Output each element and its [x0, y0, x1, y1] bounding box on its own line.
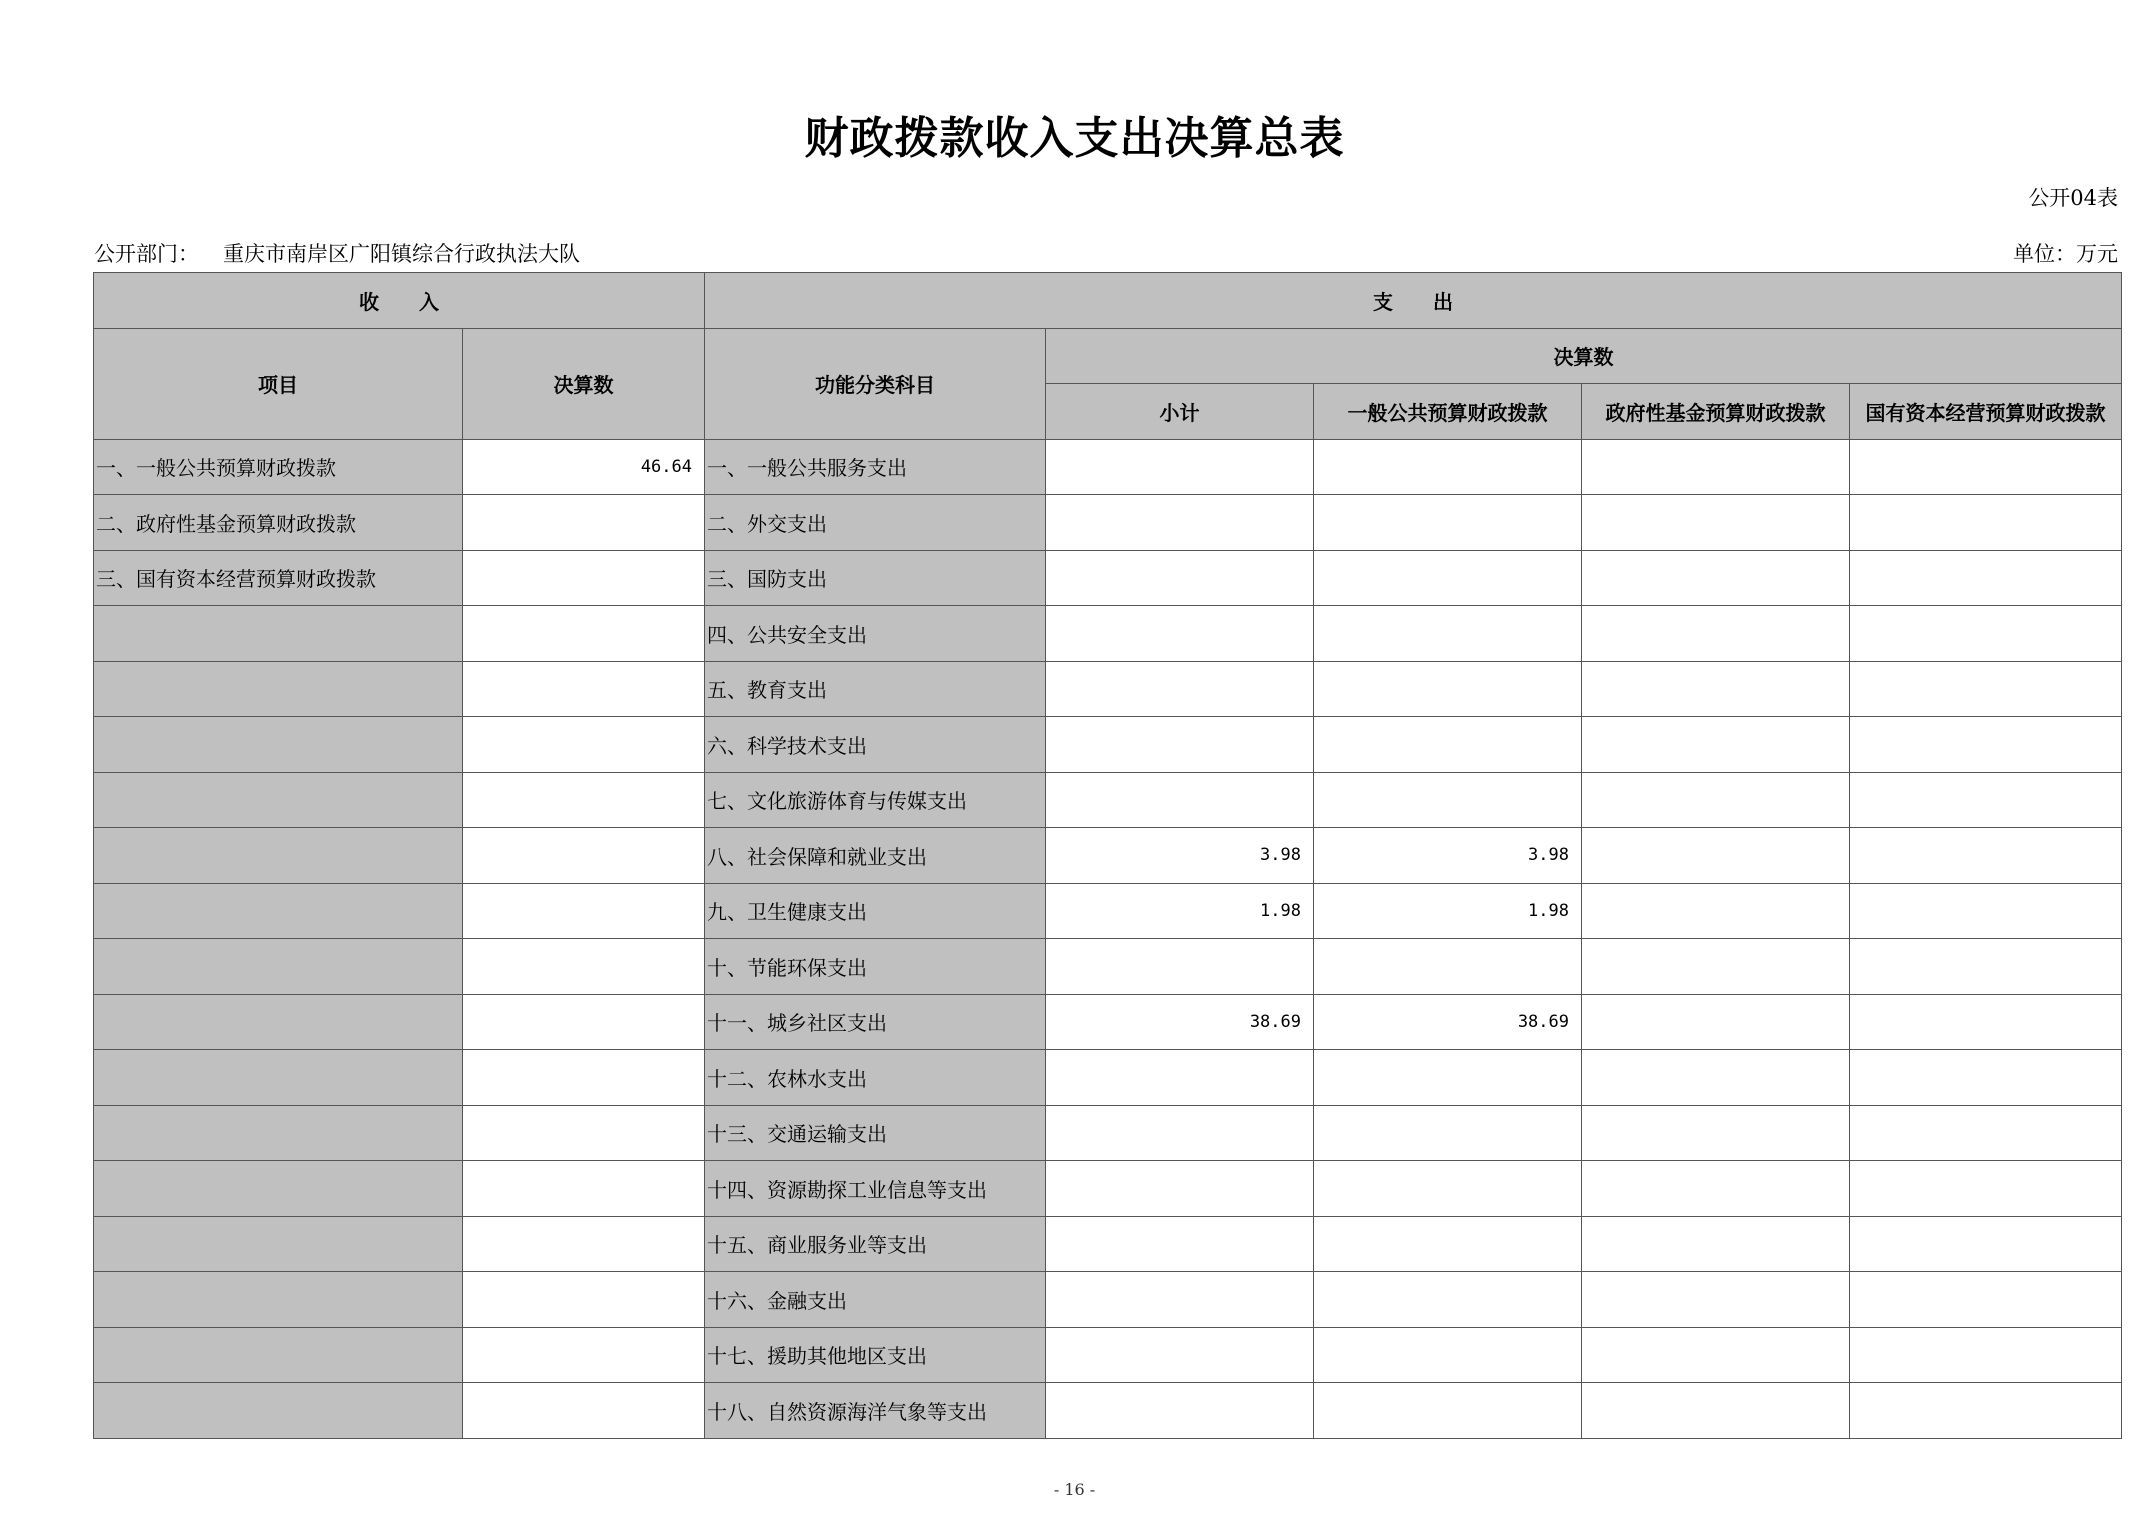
income-item-cell: [94, 1105, 463, 1161]
table-row: [94, 606, 2122, 662]
function-category-cell: 十七、援助其他地区支出: [705, 1327, 1046, 1383]
income-item-cell: [94, 939, 463, 995]
state-capital-cell: [1850, 717, 2122, 773]
department-name: 重庆市南岸区广阳镇综合行政执法大队: [223, 242, 580, 266]
subtotal-cell: [1046, 661, 1314, 717]
income-header: 收 入: [94, 273, 705, 329]
general-budget-cell: [1314, 1161, 1582, 1217]
subtotal-cell: [1046, 439, 1314, 495]
income-item-cell: [94, 883, 463, 939]
table-row: [94, 828, 2122, 884]
income-item-cell: [94, 1161, 463, 1217]
state-capital-cell: [1850, 661, 2122, 717]
general-budget-cell: 3.98: [1314, 828, 1582, 884]
income-amount-cell: [463, 1383, 705, 1439]
final-amount-header: 决算数: [1046, 328, 2122, 384]
state-capital-cell: [1850, 939, 2122, 995]
general-budget-cell: [1314, 439, 1582, 495]
state-capital-cell: [1850, 1161, 2122, 1217]
state-capital-cell: [1850, 828, 2122, 884]
income-amount-cell: [463, 495, 705, 551]
function-category-cell: 十八、自然资源海洋气象等支出: [705, 1383, 1046, 1439]
general-budget-cell: [1314, 495, 1582, 551]
table-row: [94, 994, 2122, 1050]
function-category-cell: 二、外交支出: [705, 495, 1046, 551]
gov-fund-header: 政府性基金预算财政拨款: [1582, 384, 1850, 440]
income-amount-cell: [463, 1216, 705, 1272]
income-amount-cell: [463, 994, 705, 1050]
state-capital-cell: [1850, 1050, 2122, 1106]
function-category-cell: 六、科学技术支出: [705, 717, 1046, 773]
header-row-top: [94, 273, 2122, 329]
subtotal-cell: [1046, 1105, 1314, 1161]
general-budget-cell: [1314, 1050, 1582, 1106]
table-row: [94, 939, 2122, 995]
income-amount-cell: [463, 661, 705, 717]
gov-fund-cell: [1582, 1327, 1850, 1383]
table-row: [94, 1383, 2122, 1439]
gov-fund-cell: [1582, 1161, 1850, 1217]
general-budget-cell: [1314, 661, 1582, 717]
subtotal-cell: [1046, 1272, 1314, 1328]
state-capital-cell: [1850, 772, 2122, 828]
table-body: [94, 439, 2122, 1438]
page-title: 财政拨款收入支出决算总表: [804, 113, 1345, 164]
function-category-cell: 十四、资源勘探工业信息等支出: [705, 1161, 1046, 1217]
subtotal-cell: 1.98: [1046, 883, 1314, 939]
general-budget-cell: [1314, 1327, 1582, 1383]
table-row: [94, 1216, 2122, 1272]
general-budget-cell: [1314, 550, 1582, 606]
gov-fund-cell: [1582, 1216, 1850, 1272]
state-capital-cell: [1850, 1383, 2122, 1439]
header-row-mid: [94, 328, 2122, 384]
income-amount-cell: [463, 606, 705, 662]
general-budget-header: 一般公共预算财政拨款: [1314, 384, 1582, 440]
function-category-cell: 八、社会保障和就业支出: [705, 828, 1046, 884]
function-category-cell: 五、教育支出: [705, 661, 1046, 717]
gov-fund-cell: [1582, 772, 1850, 828]
income-amount-cell: [463, 1105, 705, 1161]
state-capital-cell: [1850, 994, 2122, 1050]
gov-fund-cell: [1582, 1050, 1850, 1106]
amount-header: 决算数: [463, 328, 705, 439]
gov-fund-cell: [1582, 495, 1850, 551]
income-amount-cell: [463, 1161, 705, 1217]
income-item-cell: [94, 828, 463, 884]
general-budget-cell: [1314, 1216, 1582, 1272]
gov-fund-cell: [1582, 717, 1850, 773]
income-amount-cell: [463, 1272, 705, 1328]
subtotal-cell: [1046, 772, 1314, 828]
income-item-cell: 一、一般公共预算财政拨款: [94, 439, 463, 495]
subtotal-cell: 3.98: [1046, 828, 1314, 884]
function-category-cell: 三、国防支出: [705, 550, 1046, 606]
table-row: [94, 772, 2122, 828]
subtotal-cell: [1046, 717, 1314, 773]
form-number: 公开04表: [2028, 186, 2118, 210]
gov-fund-cell: [1582, 1105, 1850, 1161]
income-item-cell: [94, 1216, 463, 1272]
income-item-cell: [94, 606, 463, 662]
subtotal-cell: [1046, 1327, 1314, 1383]
income-item-cell: 三、国有资本经营预算财政拨款: [94, 550, 463, 606]
table-row: [94, 1105, 2122, 1161]
gov-fund-cell: [1582, 883, 1850, 939]
table-row: [94, 1272, 2122, 1328]
subtotal-cell: [1046, 1383, 1314, 1439]
gov-fund-cell: [1582, 939, 1850, 995]
income-amount-cell: [463, 1050, 705, 1106]
table-row: [94, 1050, 2122, 1106]
state-capital-cell: [1850, 1327, 2122, 1383]
budget-table: [93, 272, 2122, 1439]
table-row: [94, 439, 2122, 495]
income-item-cell: [94, 1272, 463, 1328]
income-item-cell: [94, 1383, 463, 1439]
table-row: [94, 495, 2122, 551]
subtotal-cell: [1046, 1161, 1314, 1217]
income-item-cell: [94, 772, 463, 828]
table-row: [94, 717, 2122, 773]
income-amount-cell: [463, 1327, 705, 1383]
general-budget-cell: [1314, 606, 1582, 662]
income-item-cell: [94, 994, 463, 1050]
income-amount-cell: [463, 939, 705, 995]
function-category-cell: 一、一般公共服务支出: [705, 439, 1046, 495]
department-label: 公开部门：: [94, 242, 199, 266]
table-row: [94, 661, 2122, 717]
state-capital-cell: [1850, 1105, 2122, 1161]
income-item-cell: [94, 1050, 463, 1106]
table-row: [94, 550, 2122, 606]
income-amount-cell: [463, 772, 705, 828]
gov-fund-cell: [1582, 828, 1850, 884]
general-budget-cell: [1314, 772, 1582, 828]
income-amount-cell: [463, 550, 705, 606]
function-category-cell: 十一、城乡社区支出: [705, 994, 1046, 1050]
page-number: - 16 -: [1053, 1480, 1096, 1499]
income-item-cell: [94, 1327, 463, 1383]
gov-fund-cell: [1582, 606, 1850, 662]
state-capital-cell: [1850, 550, 2122, 606]
income-amount-cell: [463, 883, 705, 939]
function-category-cell: 十、节能环保支出: [705, 939, 1046, 995]
subtotal-cell: [1046, 939, 1314, 995]
table-row: [94, 1327, 2122, 1383]
unit-label: 单位：万元: [2013, 242, 2118, 266]
gov-fund-cell: [1582, 439, 1850, 495]
func-header: 功能分类科目: [705, 328, 1046, 439]
function-category-cell: 十二、农林水支出: [705, 1050, 1046, 1106]
income-item-cell: [94, 717, 463, 773]
function-category-cell: 七、文化旅游体育与传媒支出: [705, 772, 1046, 828]
subtotal-cell: [1046, 550, 1314, 606]
department-line: [94, 238, 580, 268]
function-category-cell: 十五、商业服务业等支出: [705, 1216, 1046, 1272]
function-category-cell: 九、卫生健康支出: [705, 883, 1046, 939]
income-item-cell: [94, 661, 463, 717]
state-capital-header: 国有资本经营预算财政拨款: [1850, 384, 2122, 440]
general-budget-cell: [1314, 1105, 1582, 1161]
function-category-cell: 四、公共安全支出: [705, 606, 1046, 662]
general-budget-cell: [1314, 939, 1582, 995]
state-capital-cell: [1850, 1216, 2122, 1272]
income-amount-cell: [463, 828, 705, 884]
gov-fund-cell: [1582, 994, 1850, 1050]
gov-fund-cell: [1582, 550, 1850, 606]
state-capital-cell: [1850, 439, 2122, 495]
state-capital-cell: [1850, 883, 2122, 939]
gov-fund-cell: [1582, 1383, 1850, 1439]
income-amount-cell: 46.64: [463, 439, 705, 495]
general-budget-cell: 1.98: [1314, 883, 1582, 939]
subtotal-cell: [1046, 606, 1314, 662]
subtotal-header: 小计: [1046, 384, 1314, 440]
income-item-cell: 二、政府性基金预算财政拨款: [94, 495, 463, 551]
expense-header: 支 出: [705, 273, 2122, 329]
table-row: [94, 883, 2122, 939]
subtotal-cell: 38.69: [1046, 994, 1314, 1050]
general-budget-cell: [1314, 1272, 1582, 1328]
function-category-cell: 十六、金融支出: [705, 1272, 1046, 1328]
state-capital-cell: [1850, 606, 2122, 662]
income-amount-cell: [463, 717, 705, 773]
general-budget-cell: [1314, 717, 1582, 773]
gov-fund-cell: [1582, 1272, 1850, 1328]
state-capital-cell: [1850, 1272, 2122, 1328]
general-budget-cell: 38.69: [1314, 994, 1582, 1050]
general-budget-cell: [1314, 1383, 1582, 1439]
state-capital-cell: [1850, 495, 2122, 551]
subtotal-cell: [1046, 1050, 1314, 1106]
table-row: [94, 1161, 2122, 1217]
subtotal-cell: [1046, 495, 1314, 551]
item-header: 项目: [94, 328, 463, 439]
gov-fund-cell: [1582, 661, 1850, 717]
function-category-cell: 十三、交通运输支出: [705, 1105, 1046, 1161]
subtotal-cell: [1046, 1216, 1314, 1272]
